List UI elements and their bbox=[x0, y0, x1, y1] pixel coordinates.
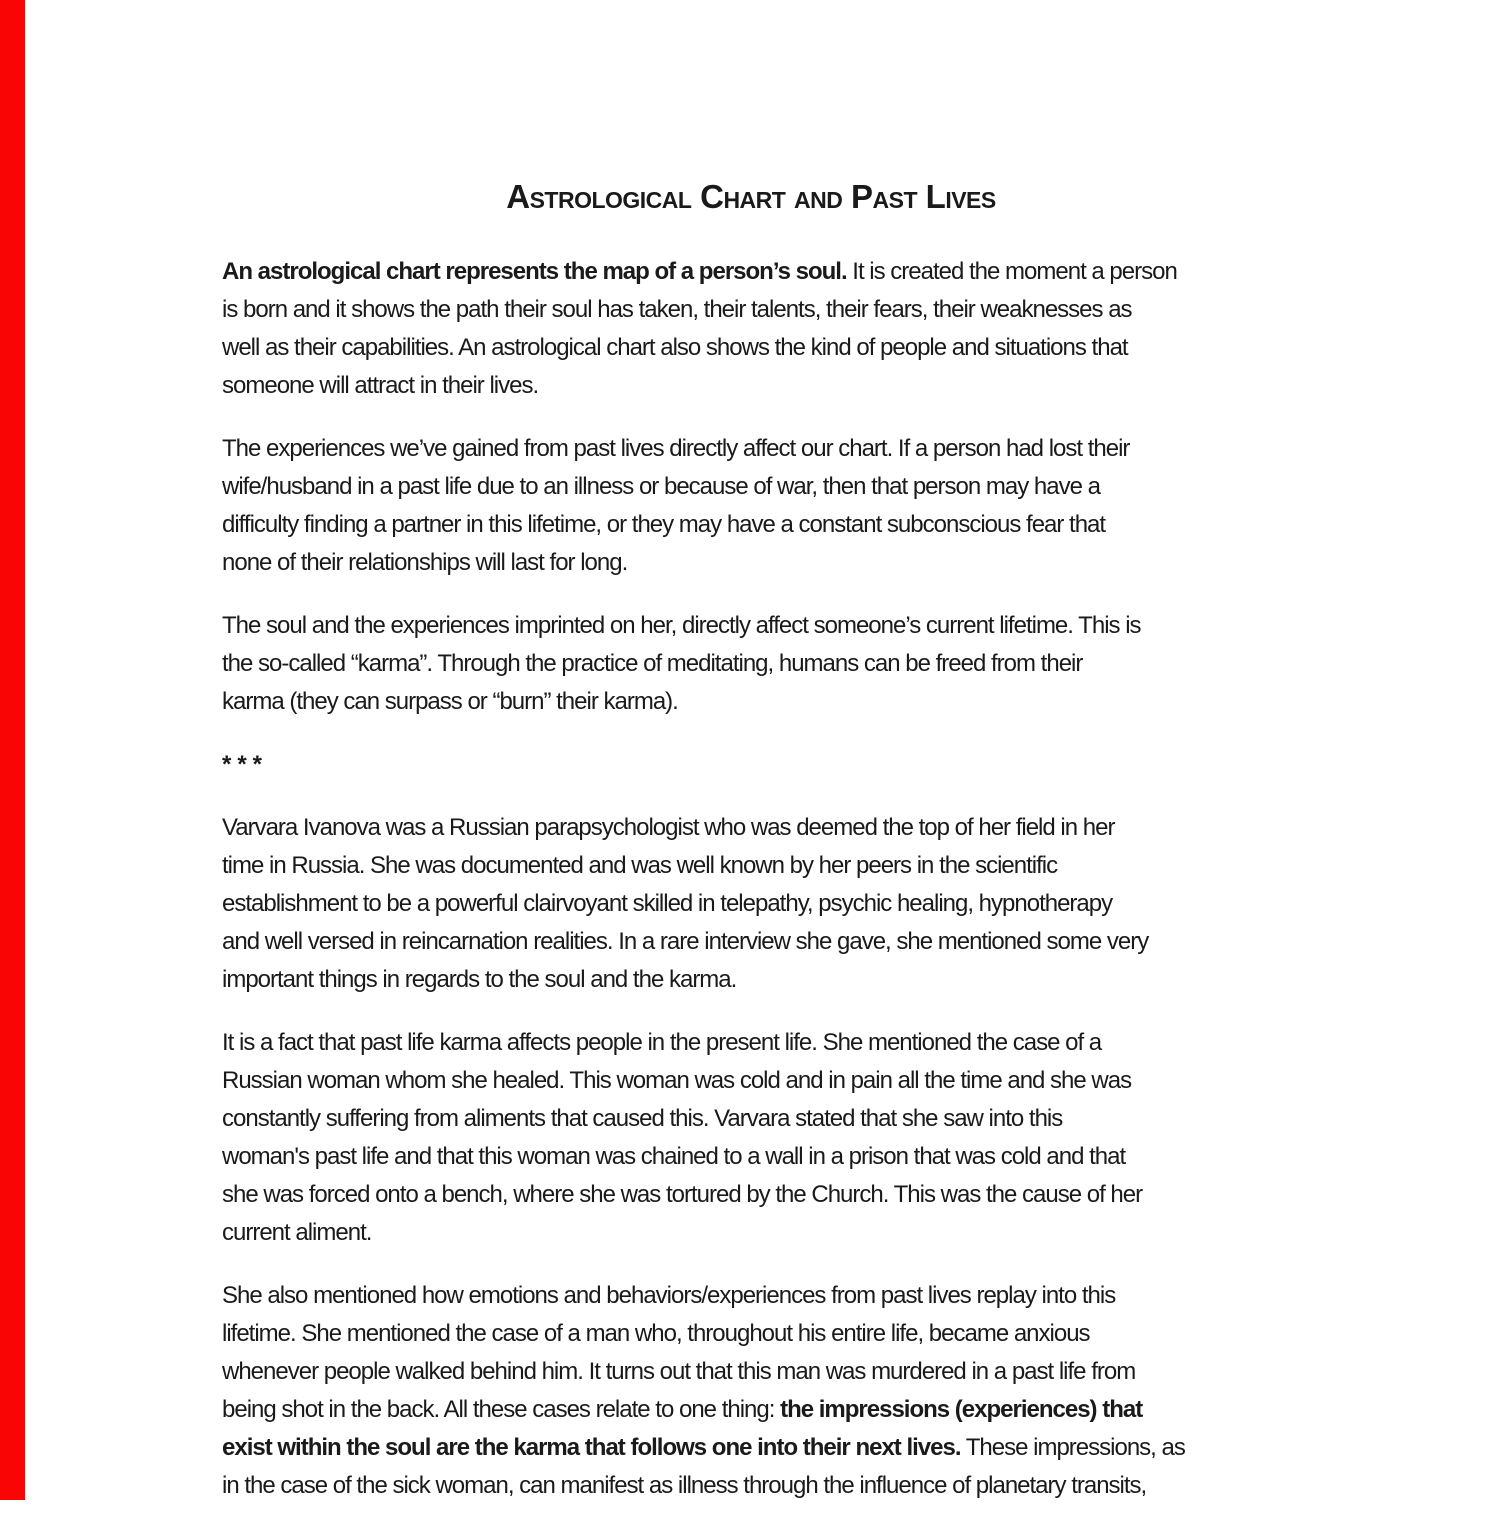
body-text: well as their capabilities. An astrological chart also shows the kind of people and situations that bbox=[222, 334, 1128, 361]
left-accent-bar bbox=[0, 0, 25, 1500]
body-text: constantly suffering from aliments that caused this. Varvara stated that she saw into this bbox=[222, 1105, 1063, 1132]
text-line bbox=[222, 1100, 1280, 1138]
text-line bbox=[222, 1353, 1280, 1391]
text-line bbox=[222, 847, 1280, 885]
body-text: woman's past life and that this woman was chained to a wall in a prison that was cold and that bbox=[222, 1143, 1126, 1170]
body-text: none of their relationships will last for long. bbox=[222, 549, 628, 576]
text-line bbox=[222, 1277, 1280, 1315]
paragraph bbox=[222, 1024, 1280, 1252]
body-text: These impressions, as bbox=[960, 1434, 1185, 1461]
body-text: wife/husband in a past life due to an illness or because of war, then that person may have a bbox=[222, 473, 1100, 500]
text-line bbox=[222, 468, 1280, 506]
body-text: is born and it shows the path their soul has taken, their talents, their fears, their weaknesses as bbox=[222, 296, 1132, 323]
text-line bbox=[222, 607, 1280, 645]
text-line bbox=[222, 329, 1280, 367]
text-line bbox=[222, 1391, 1280, 1429]
document-title: Astrological Chart and Past Lives bbox=[506, 178, 996, 215]
document-page bbox=[222, 177, 1280, 1530]
text-line bbox=[222, 885, 1280, 923]
body-text: Russian woman whom she healed. This woman was cold and in pain all the time and she was bbox=[222, 1067, 1132, 1094]
text-line bbox=[222, 1214, 1280, 1252]
paragraph bbox=[222, 607, 1280, 721]
body-text: someone will attract in their lives. bbox=[222, 372, 539, 399]
paragraph bbox=[222, 1277, 1280, 1505]
body-text: whenever people walked behind him. It turns out that this man was murdered in a past life from bbox=[222, 1358, 1136, 1385]
body-text: The soul and the experiences imprinted on her, directly affect someone’s current lifetime. This is bbox=[222, 612, 1141, 639]
text-line bbox=[222, 746, 1280, 784]
text-line bbox=[222, 1024, 1280, 1062]
body-text: being shot in the back. All these cases relate to one thing: bbox=[222, 1396, 781, 1423]
paragraph bbox=[222, 430, 1280, 582]
text-line bbox=[222, 506, 1280, 544]
body-text: karma (they can surpass or “burn” their karma). bbox=[222, 688, 678, 715]
text-line bbox=[222, 645, 1280, 683]
body-text: establishment to be a powerful clairvoyant skilled in telepathy, psychic healing, hypnotherapy bbox=[222, 890, 1113, 917]
body-text: the so-called “karma”. Through the practice of meditating, humans can be freed from their bbox=[222, 650, 1083, 677]
bold-text: An astrological chart represents the map of a person’s soul. bbox=[222, 258, 847, 285]
bold-text: exist within the soul are the karma that follows one into their next lives. bbox=[222, 1434, 961, 1461]
section-separator bbox=[222, 746, 1280, 784]
body-text: current aliment. bbox=[222, 1219, 372, 1246]
body-text: Varvara Ivanova was a Russian parapsychologist who was deemed the top of her field in her bbox=[222, 814, 1115, 841]
body-text: She also mentioned how emotions and behaviors/experiences from past lives replay into this bbox=[222, 1282, 1116, 1309]
text-line bbox=[222, 367, 1280, 405]
text-line bbox=[222, 291, 1280, 329]
paragraph bbox=[222, 809, 1280, 999]
body-text: important things in regards to the soul and the karma. bbox=[222, 966, 737, 993]
text-line bbox=[222, 1138, 1280, 1176]
text-line bbox=[222, 1062, 1280, 1100]
text-line bbox=[222, 1467, 1280, 1505]
text-line bbox=[222, 544, 1280, 582]
text-line bbox=[222, 1429, 1280, 1467]
text-line bbox=[222, 253, 1280, 291]
body-text: It is created the moment a person bbox=[846, 258, 1177, 285]
body-text: and well versed in reincarnation realities. In a rare interview she gave, she mentioned some very bbox=[222, 928, 1149, 955]
body-text: difficulty finding a partner in this lifetime, or they may have a constant subconscious fear that bbox=[222, 511, 1106, 538]
text-line bbox=[222, 961, 1280, 999]
text-line bbox=[222, 683, 1280, 721]
body-text: The experiences we’ve gained from past lives directly affect our chart. If a person had lost their bbox=[222, 435, 1130, 462]
text-line bbox=[222, 1176, 1280, 1214]
document-body bbox=[222, 253, 1280, 1505]
body-text: *** bbox=[222, 751, 269, 778]
body-text: she was forced onto a bench, where she was tortured by the Church. This was the cause of her bbox=[222, 1181, 1143, 1208]
body-text: lifetime. She mentioned the case of a man who, throughout his entire life, became anxious bbox=[222, 1320, 1090, 1347]
body-text: It is a fact that past life karma affects people in the present life. She mentioned the case of a bbox=[222, 1029, 1102, 1056]
text-line bbox=[222, 809, 1280, 847]
body-text: time in Russia. She was documented and was well known by her peers in the scientific bbox=[222, 852, 1058, 879]
text-line bbox=[222, 1315, 1280, 1353]
text-line bbox=[222, 923, 1280, 961]
body-text: in the case of the sick woman, can manifest as illness through the influence of planetary transits, bbox=[222, 1472, 1147, 1499]
paragraph bbox=[222, 253, 1280, 405]
bold-text: the impressions (experiences) that bbox=[780, 1396, 1143, 1423]
text-line bbox=[222, 430, 1280, 468]
